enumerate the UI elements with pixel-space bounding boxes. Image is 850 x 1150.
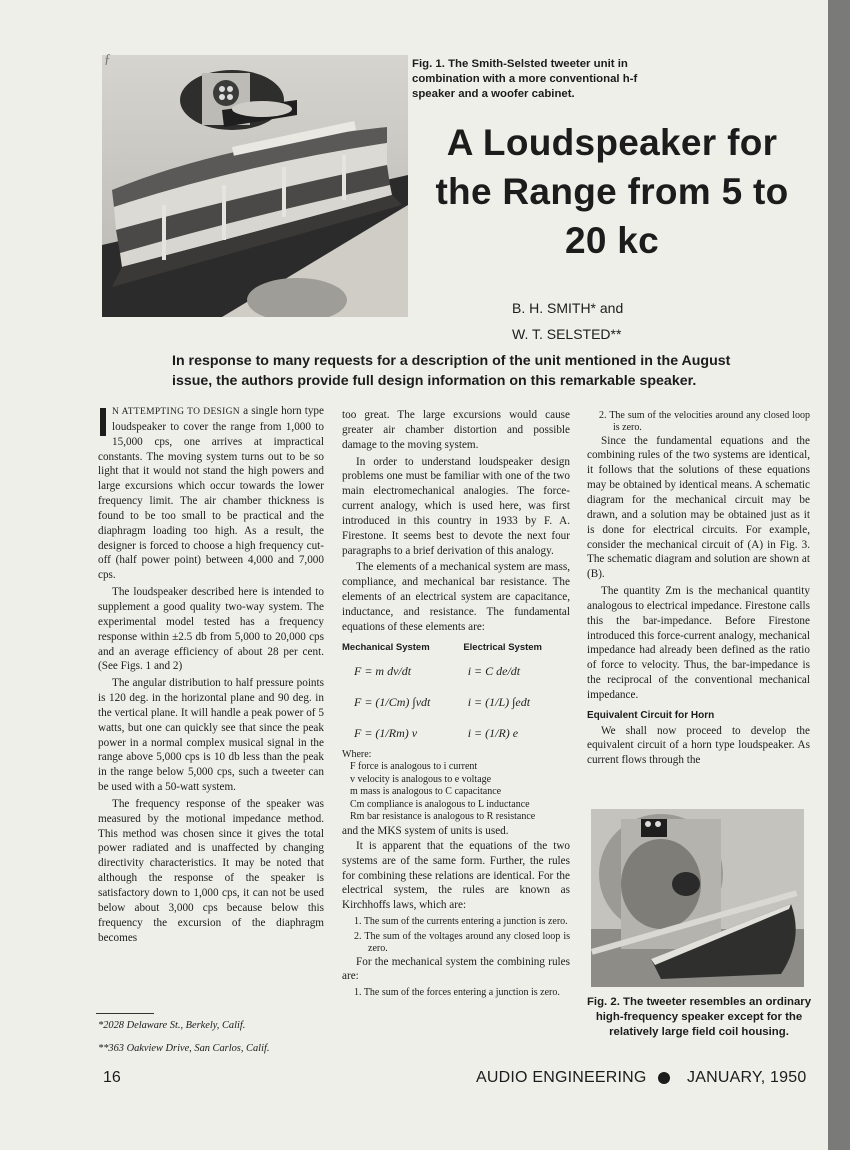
equation-mech-3: F = (1/Rm) v bbox=[354, 725, 418, 740]
column-2-paragraph-3: The elements of a mechanical system are mass, compliance, and mechanical bar resistance. The elements of an electrical system are capacitance, inductance, and resistance. The fundamental equations of these elements are: bbox=[342, 561, 570, 633]
list-item: 1. The sum of the currents entering a junction is zero. bbox=[354, 916, 568, 928]
equation-mech-2: F = (1/Cm) ∫vdt bbox=[354, 694, 431, 709]
figure-1-photo bbox=[102, 55, 408, 317]
mechanical-rules-list-continued bbox=[587, 410, 810, 434]
section-heading: Equivalent Circuit for Horn bbox=[587, 709, 715, 721]
footnote-2: **363 Oakview Drive, San Carlos, Calif. bbox=[98, 1043, 270, 1054]
column-1 bbox=[98, 404, 324, 945]
equation-elec-3: i = (1/R) e bbox=[467, 725, 519, 740]
column-3-paragraph-2: The quantity Zm is the mechanical quantity analogous to electrical impedance. Firestone calls this the bar-impedance. Before Firestone introduced this force-current analogy, mechanical impedance had already been defined as the ratio of force to velocity. Thus, the bar-impedance is the reciprocal of the conventional mechanical impedance. bbox=[587, 585, 810, 701]
page-mark: ƒ bbox=[104, 52, 111, 67]
bullet-separator bbox=[658, 1072, 670, 1084]
speaker-cabinet-illustration bbox=[102, 55, 408, 317]
list-item: 2. The sum of the velocities around any closed loop is zero. bbox=[599, 410, 810, 433]
column-2-paragraph-5: It is apparent that the equations of the two systems are of the same form. Further, the rules for combining these relations are identical. For the electrical system, the rules are known as Kirchhoffs laws, which are: bbox=[342, 839, 570, 912]
author-1: B. H. SMITH* and bbox=[512, 300, 624, 316]
column-1-paragraph-2: The loudspeaker described here is intended to supplement a good quality two-way system. The experimental model tested has a frequency response within ±2.5 db from 5,000 to 20,000 cps and an average efficiency of about 28 per cent. (See Figs. 1 and 2) bbox=[98, 586, 324, 673]
drop-cap bbox=[100, 408, 106, 436]
where-item: F force is analogous to i current bbox=[350, 761, 478, 773]
figure-2-photo bbox=[591, 809, 804, 987]
journal-name: AUDIO ENGINEERING bbox=[476, 1069, 647, 1086]
where-label: Where: bbox=[342, 748, 372, 760]
article-title: A Loudspeaker for the Range from 5 to 20 kc bbox=[435, 122, 789, 261]
column-2-paragraph-1: too great. The large excursions would cause greater air chamber distortion and possible damage to the moving system. bbox=[342, 409, 570, 451]
lead-caps: N ATTEMPTING TO DESIGN bbox=[112, 407, 240, 417]
list-item: 1. The sum of the forces entering a junction is zero. bbox=[354, 987, 560, 999]
list-item: 2. The sum of the voltages around any closed loop is zero. bbox=[354, 930, 570, 954]
figure-2-caption: Fig. 2. The tweeter resembles an ordinary high-frequency speaker except for the relatively large field coil housing. bbox=[586, 996, 812, 1038]
article-intro: In response to many requests for a description of the unit mentioned in the August issue, the authors provide full design information on this remarkable speaker. bbox=[172, 353, 731, 389]
equation-row-3 bbox=[342, 718, 570, 749]
where-item: Rm bar resistance is analogous to R resistance bbox=[350, 811, 536, 823]
figure-1-caption: Fig. 1. The Smith-Selsted tweeter unit in combination with a more conventional h-f speaker and a woofer cabinet. bbox=[412, 58, 638, 100]
column-3-paragraph-3: We shall now proceed to develop the equivalent circuit of a horn type loudspeaker. As current flows through the bbox=[587, 724, 810, 767]
author-2: W. T. SELSTED** bbox=[512, 326, 622, 342]
column-2-paragraph-2: In order to understand loudspeaker design problems one must be familiar with one of the two main electromechanical analogies. The force-current analogy, which is used here, was first introduced in this country in 1933 by F. A. Firestone. It seems best to devote the next four paragraphs to a brief derivation of this analogy. bbox=[342, 455, 570, 557]
tweeter-illustration bbox=[591, 809, 804, 987]
electrical-system-header: Electrical System bbox=[463, 641, 542, 653]
column-1-paragraph-4: The frequency response of the speaker was measured by the motional impedance method. This method was chosen since it gives the total power radiated and is unaffected by changing directivity characteristics. It may be noted that although the response of the speaker is satisfactory down to 1,000 cps, it can not be used below about 3,000 cps because below this frequency the excursion of the diaphragm becomes bbox=[98, 797, 324, 944]
mechanical-system-header: Mechanical System bbox=[342, 641, 430, 653]
column-1-paragraph-1 bbox=[98, 404, 324, 583]
column-2 bbox=[342, 408, 570, 999]
kirchhoff-rules-list bbox=[342, 916, 570, 954]
equation-row-2 bbox=[342, 687, 570, 718]
mechanical-rules-list bbox=[342, 987, 570, 999]
where-item: m mass is analogous to C capacitance bbox=[350, 786, 502, 798]
equation-headers bbox=[342, 641, 542, 656]
where-item: v velocity is analogous to e voltage bbox=[350, 773, 492, 785]
where-item: Cm compliance is analogous to L inductance bbox=[350, 798, 530, 810]
page-number: 16 bbox=[103, 1069, 121, 1086]
equation-row-1 bbox=[342, 656, 570, 687]
column-3-paragraph-1: Since the fundamental equations and the combining rules of the two systems are identical, it follows that the solutions of these equations may be obtained by identical means. A schematic diagram for the mechanical circuit may be drawn, and a solution may be obtained just as it is done for electrical circuits. For example, consider the mechanical circuit of (A) in Fig. 3. The schematic diagram and solution are shown at (B). bbox=[587, 434, 810, 581]
paragraph-text: a single horn type loudspeaker to cover the range from 1,000 to 15,000 cps, one arrives at impractical constants. The moving system turns out to be so light that it would not stand the high powers and large excursions which occur towards the lower frequency limit. The air chamber thickness is found to be too small to be practical and the diaphragm loading too high. As a result, the designer is forced to choose a high frequency cut-off (half power point) between 4,000 and 7,000 cps. bbox=[98, 405, 324, 582]
issue-date: JANUARY, 1950 bbox=[687, 1069, 807, 1086]
footnote-1: *2028 Delaware St., Berkely, Calif. bbox=[98, 1020, 246, 1031]
footnote-divider bbox=[96, 1013, 154, 1014]
equation-mech-1: F = m dv/dt bbox=[354, 663, 412, 678]
column-1-paragraph-3: The angular distribution to half pressure points is 120 deg. in the horizontal plane and 90 deg. in the vertical plane. It will handle a peak power of 5 watts, but one can quickly see that since the peak power in a normal complex musical signal in the range above 5,000 cps is 10 db less than the peak in the range below 5,000 cps, such a tweeter can be used with a 50-watt system. bbox=[98, 677, 324, 794]
equation-elec-2: i = (1/L) ∫edt bbox=[467, 694, 531, 709]
column-3 bbox=[587, 410, 810, 768]
equation-elec-1: i = C de/dt bbox=[467, 663, 521, 678]
column-2-paragraph-6: For the mechanical system the combining rules are: bbox=[342, 955, 570, 983]
column-2-paragraph-4: and the MKS system of units is used. bbox=[342, 825, 509, 838]
